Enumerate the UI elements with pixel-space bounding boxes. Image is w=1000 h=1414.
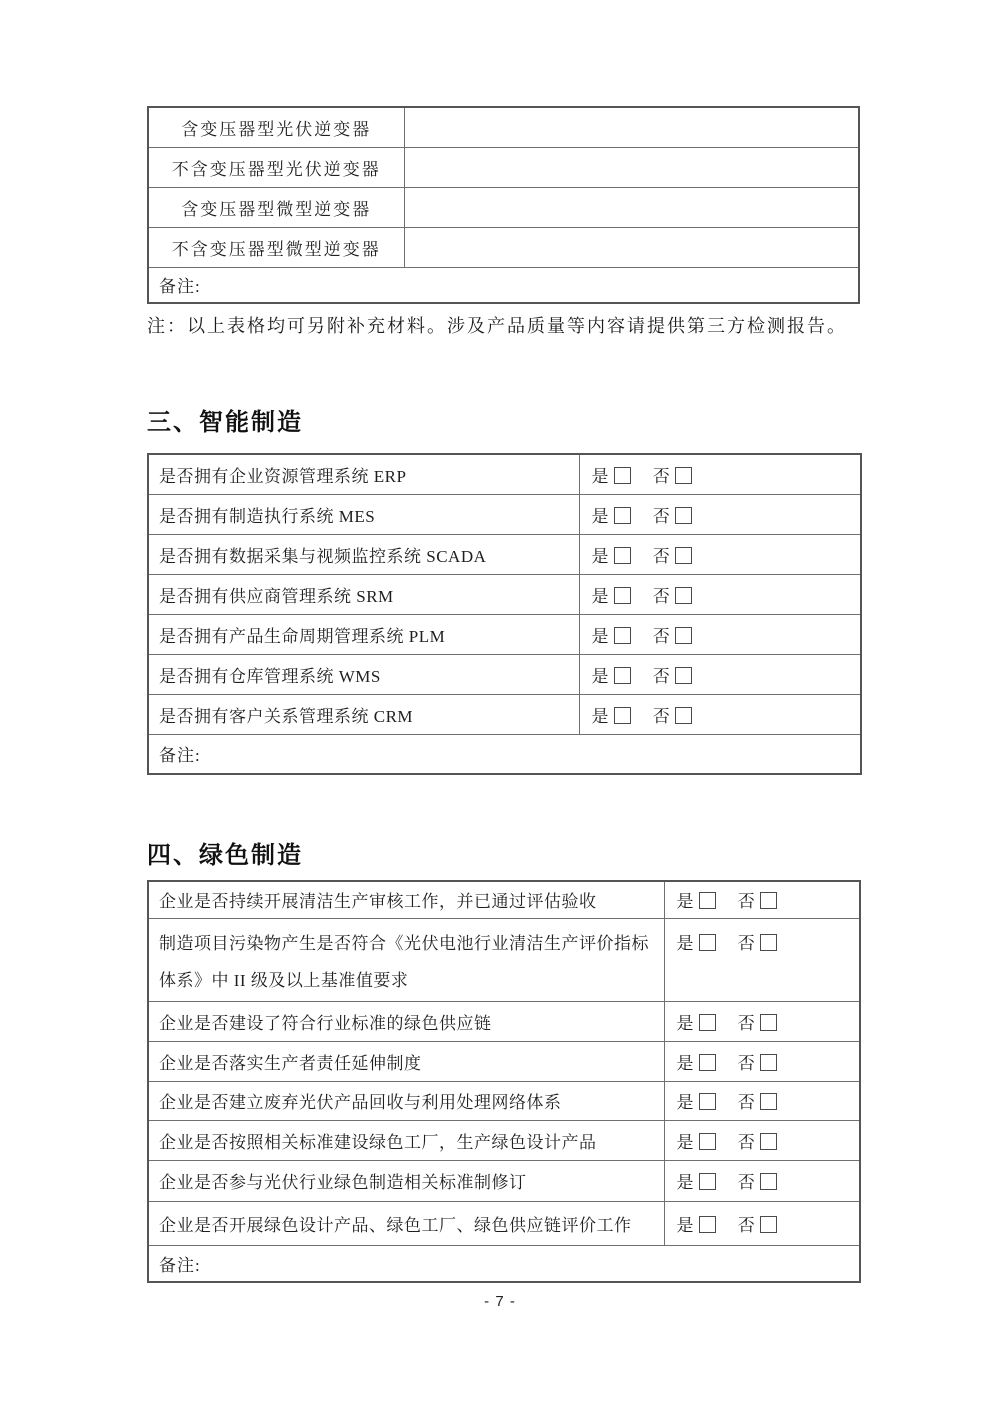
no-label: 否 bbox=[737, 1215, 755, 1235]
no-option bbox=[653, 467, 692, 486]
yes-label: 是 bbox=[676, 933, 694, 953]
yes-label: 是 bbox=[676, 1173, 694, 1192]
supplement-note: 注：以上表格均可另附补充材料。涉及产品质量等内容请提供第三方检测报告。 bbox=[147, 316, 847, 336]
yes-checkbox[interactable] bbox=[699, 1014, 716, 1031]
remark-cell[interactable] bbox=[148, 267, 859, 303]
question-text: 企业是否参与光伏行业绿色制造相关标准制修订 bbox=[148, 1160, 664, 1201]
yes-no-cell bbox=[664, 1120, 860, 1160]
section-heading-smart-manufacturing: 三、智能制造 bbox=[147, 409, 303, 436]
table-row bbox=[148, 1041, 860, 1081]
yes-no-cell bbox=[579, 694, 861, 734]
no-checkbox[interactable] bbox=[675, 707, 692, 724]
yes-checkbox[interactable] bbox=[614, 587, 631, 604]
product-label: 含变压器型微型逆变器 bbox=[148, 187, 404, 227]
table-row bbox=[148, 694, 861, 734]
yes-label: 是 bbox=[591, 626, 609, 646]
yes-checkbox[interactable] bbox=[614, 547, 631, 564]
yes-option bbox=[592, 667, 631, 686]
remark-cell[interactable] bbox=[148, 734, 861, 774]
remark-row bbox=[148, 267, 859, 303]
remark-row bbox=[148, 734, 861, 774]
yes-option bbox=[592, 507, 631, 526]
yes-label: 是 bbox=[676, 1215, 694, 1235]
value-cell[interactable] bbox=[404, 147, 859, 187]
no-label: 否 bbox=[737, 933, 755, 953]
no-checkbox[interactable] bbox=[675, 547, 692, 564]
yes-checkbox[interactable] bbox=[699, 934, 716, 951]
no-checkbox[interactable] bbox=[760, 1093, 777, 1110]
page-number: - 7 - bbox=[484, 1293, 516, 1310]
yes-checkbox[interactable] bbox=[614, 667, 631, 684]
no-option bbox=[653, 547, 692, 566]
question-text: 企业是否按照相关标准建设绿色工厂，生产绿色设计产品 bbox=[148, 1120, 664, 1160]
no-checkbox[interactable] bbox=[760, 1014, 777, 1031]
product-label: 含变压器型光伏逆变器 bbox=[148, 107, 404, 147]
no-checkbox[interactable] bbox=[760, 1133, 777, 1150]
remark-label: 备注: bbox=[159, 746, 201, 766]
yes-no-cell bbox=[579, 454, 861, 494]
yes-label: 是 bbox=[591, 586, 609, 606]
no-checkbox[interactable] bbox=[760, 1054, 777, 1071]
no-label: 否 bbox=[737, 892, 755, 912]
no-label: 否 bbox=[652, 626, 670, 646]
no-option bbox=[653, 667, 692, 686]
remark-row bbox=[148, 1245, 860, 1282]
no-checkbox[interactable] bbox=[675, 507, 692, 524]
no-label: 否 bbox=[737, 1093, 755, 1112]
table-row bbox=[148, 918, 860, 1001]
question-text: 是否拥有制造执行系统 MES bbox=[148, 494, 579, 534]
no-option bbox=[738, 1093, 777, 1112]
yes-checkbox[interactable] bbox=[699, 1054, 716, 1071]
no-option bbox=[738, 1216, 777, 1235]
yes-option bbox=[592, 707, 631, 726]
table-row bbox=[148, 574, 861, 614]
table-row bbox=[148, 881, 860, 918]
remark-label: 备注: bbox=[159, 277, 201, 297]
remark-label: 备注: bbox=[159, 1255, 201, 1275]
yes-label: 是 bbox=[591, 706, 609, 726]
table-row bbox=[148, 1081, 860, 1120]
table-row bbox=[148, 1001, 860, 1041]
yes-no-cell bbox=[579, 534, 861, 574]
no-label: 否 bbox=[737, 1053, 755, 1073]
no-label: 否 bbox=[737, 1013, 755, 1033]
yes-label: 是 bbox=[676, 1053, 694, 1073]
question-text: 企业是否落实生产者责任延伸制度 bbox=[148, 1041, 664, 1081]
table-row bbox=[148, 107, 859, 147]
question-text: 企业是否持续开展清洁生产审核工作，并已通过评估验收 bbox=[148, 881, 664, 918]
table-row bbox=[148, 1120, 860, 1160]
smart-manufacturing-table bbox=[147, 453, 862, 775]
question-text: 企业是否建立废弃光伏产品回收与利用处理网络体系 bbox=[148, 1081, 664, 1120]
no-option bbox=[653, 627, 692, 646]
no-checkbox[interactable] bbox=[675, 587, 692, 604]
no-label: 否 bbox=[737, 1132, 755, 1152]
yes-checkbox[interactable] bbox=[614, 707, 631, 724]
yes-label: 是 bbox=[591, 506, 609, 526]
no-checkbox[interactable] bbox=[760, 892, 777, 909]
yes-label: 是 bbox=[676, 1132, 694, 1152]
no-option bbox=[738, 934, 777, 953]
no-label: 否 bbox=[652, 706, 670, 726]
yes-checkbox[interactable] bbox=[614, 467, 631, 484]
yes-label: 是 bbox=[676, 892, 694, 912]
question-text: 是否拥有数据采集与视频监控系统 SCADA bbox=[148, 534, 579, 574]
product-capacity-table bbox=[147, 106, 860, 304]
yes-checkbox[interactable] bbox=[699, 1133, 716, 1150]
value-cell[interactable] bbox=[404, 107, 859, 147]
question-text: 是否拥有客户关系管理系统 CRM bbox=[148, 694, 579, 734]
no-option bbox=[653, 707, 692, 726]
yes-no-cell bbox=[664, 1041, 860, 1081]
table-row bbox=[148, 147, 859, 187]
table-row bbox=[148, 654, 861, 694]
yes-checkbox[interactable] bbox=[614, 627, 631, 644]
yes-no-cell bbox=[664, 881, 860, 918]
yes-option bbox=[677, 1014, 716, 1033]
no-checkbox[interactable] bbox=[675, 627, 692, 644]
yes-option bbox=[677, 1173, 716, 1192]
no-option bbox=[738, 1054, 777, 1073]
yes-option bbox=[677, 1216, 716, 1235]
remark-cell[interactable] bbox=[148, 1245, 860, 1282]
yes-no-cell bbox=[664, 918, 860, 1001]
yes-checkbox[interactable] bbox=[699, 892, 716, 909]
no-checkbox[interactable] bbox=[675, 467, 692, 484]
no-checkbox[interactable] bbox=[760, 1173, 777, 1190]
yes-label: 是 bbox=[591, 466, 609, 486]
table-row bbox=[148, 1201, 860, 1245]
no-option bbox=[653, 587, 692, 606]
value-cell[interactable] bbox=[404, 227, 859, 267]
no-option bbox=[738, 1173, 777, 1192]
no-label: 否 bbox=[652, 546, 670, 566]
no-label: 否 bbox=[652, 586, 670, 606]
yes-checkbox[interactable] bbox=[699, 1216, 716, 1233]
no-label: 否 bbox=[737, 1173, 755, 1192]
yes-checkbox[interactable] bbox=[614, 507, 631, 524]
yes-option bbox=[592, 587, 631, 606]
no-checkbox[interactable] bbox=[760, 1216, 777, 1233]
value-cell[interactable] bbox=[404, 187, 859, 227]
table-row bbox=[148, 534, 861, 574]
question-text: 是否拥有企业资源管理系统 ERP bbox=[148, 454, 579, 494]
yes-no-cell bbox=[579, 614, 861, 654]
no-checkbox[interactable] bbox=[675, 667, 692, 684]
no-option bbox=[653, 507, 692, 526]
yes-no-cell bbox=[664, 1201, 860, 1245]
yes-label: 是 bbox=[591, 666, 609, 686]
question-text: 是否拥有供应商管理系统 SRM bbox=[148, 574, 579, 614]
no-label: 否 bbox=[652, 666, 670, 686]
yes-option bbox=[677, 1093, 716, 1112]
product-label: 不含变压器型微型逆变器 bbox=[148, 227, 404, 267]
green-manufacturing-table bbox=[147, 880, 861, 1283]
table-row bbox=[148, 187, 859, 227]
question-text: 是否拥有产品生命周期管理系统 PLM bbox=[148, 614, 579, 654]
table-row bbox=[148, 454, 861, 494]
yes-no-cell bbox=[664, 1081, 860, 1120]
yes-option bbox=[592, 467, 631, 486]
table-row bbox=[148, 614, 861, 654]
yes-no-cell bbox=[579, 574, 861, 614]
yes-no-cell bbox=[579, 494, 861, 534]
table-row bbox=[148, 1160, 860, 1201]
yes-option bbox=[677, 1054, 716, 1073]
yes-option bbox=[677, 934, 716, 953]
product-label: 不含变压器型光伏逆变器 bbox=[148, 147, 404, 187]
yes-no-cell bbox=[664, 1001, 860, 1041]
no-label: 否 bbox=[652, 506, 670, 526]
yes-checkbox[interactable] bbox=[699, 1093, 716, 1110]
section-heading-green-manufacturing: 四、绿色制造 bbox=[147, 842, 303, 869]
yes-option bbox=[677, 1133, 716, 1152]
no-option bbox=[738, 1133, 777, 1152]
question-text: 企业是否开展绿色设计产品、绿色工厂、绿色供应链评价工作 bbox=[148, 1201, 664, 1245]
yes-no-cell bbox=[664, 1160, 860, 1201]
yes-label: 是 bbox=[676, 1093, 694, 1112]
no-checkbox[interactable] bbox=[760, 934, 777, 951]
yes-checkbox[interactable] bbox=[699, 1173, 716, 1190]
yes-option bbox=[592, 627, 631, 646]
question-text: 制造项目污染物产生是否符合《光伏电池行业清洁生产评价指标体系》中 II 级及以上基准值要求 bbox=[148, 918, 664, 1001]
no-option bbox=[738, 892, 777, 911]
no-option bbox=[738, 1014, 777, 1033]
table-row bbox=[148, 494, 861, 534]
no-label: 否 bbox=[652, 466, 670, 486]
question-text: 企业是否建设了符合行业标准的绿色供应链 bbox=[148, 1001, 664, 1041]
table-row bbox=[148, 227, 859, 267]
question-text: 是否拥有仓库管理系统 WMS bbox=[148, 654, 579, 694]
yes-option bbox=[677, 892, 716, 911]
yes-option bbox=[592, 547, 631, 566]
yes-no-cell bbox=[579, 654, 861, 694]
yes-label: 是 bbox=[591, 546, 609, 566]
yes-label: 是 bbox=[676, 1013, 694, 1033]
